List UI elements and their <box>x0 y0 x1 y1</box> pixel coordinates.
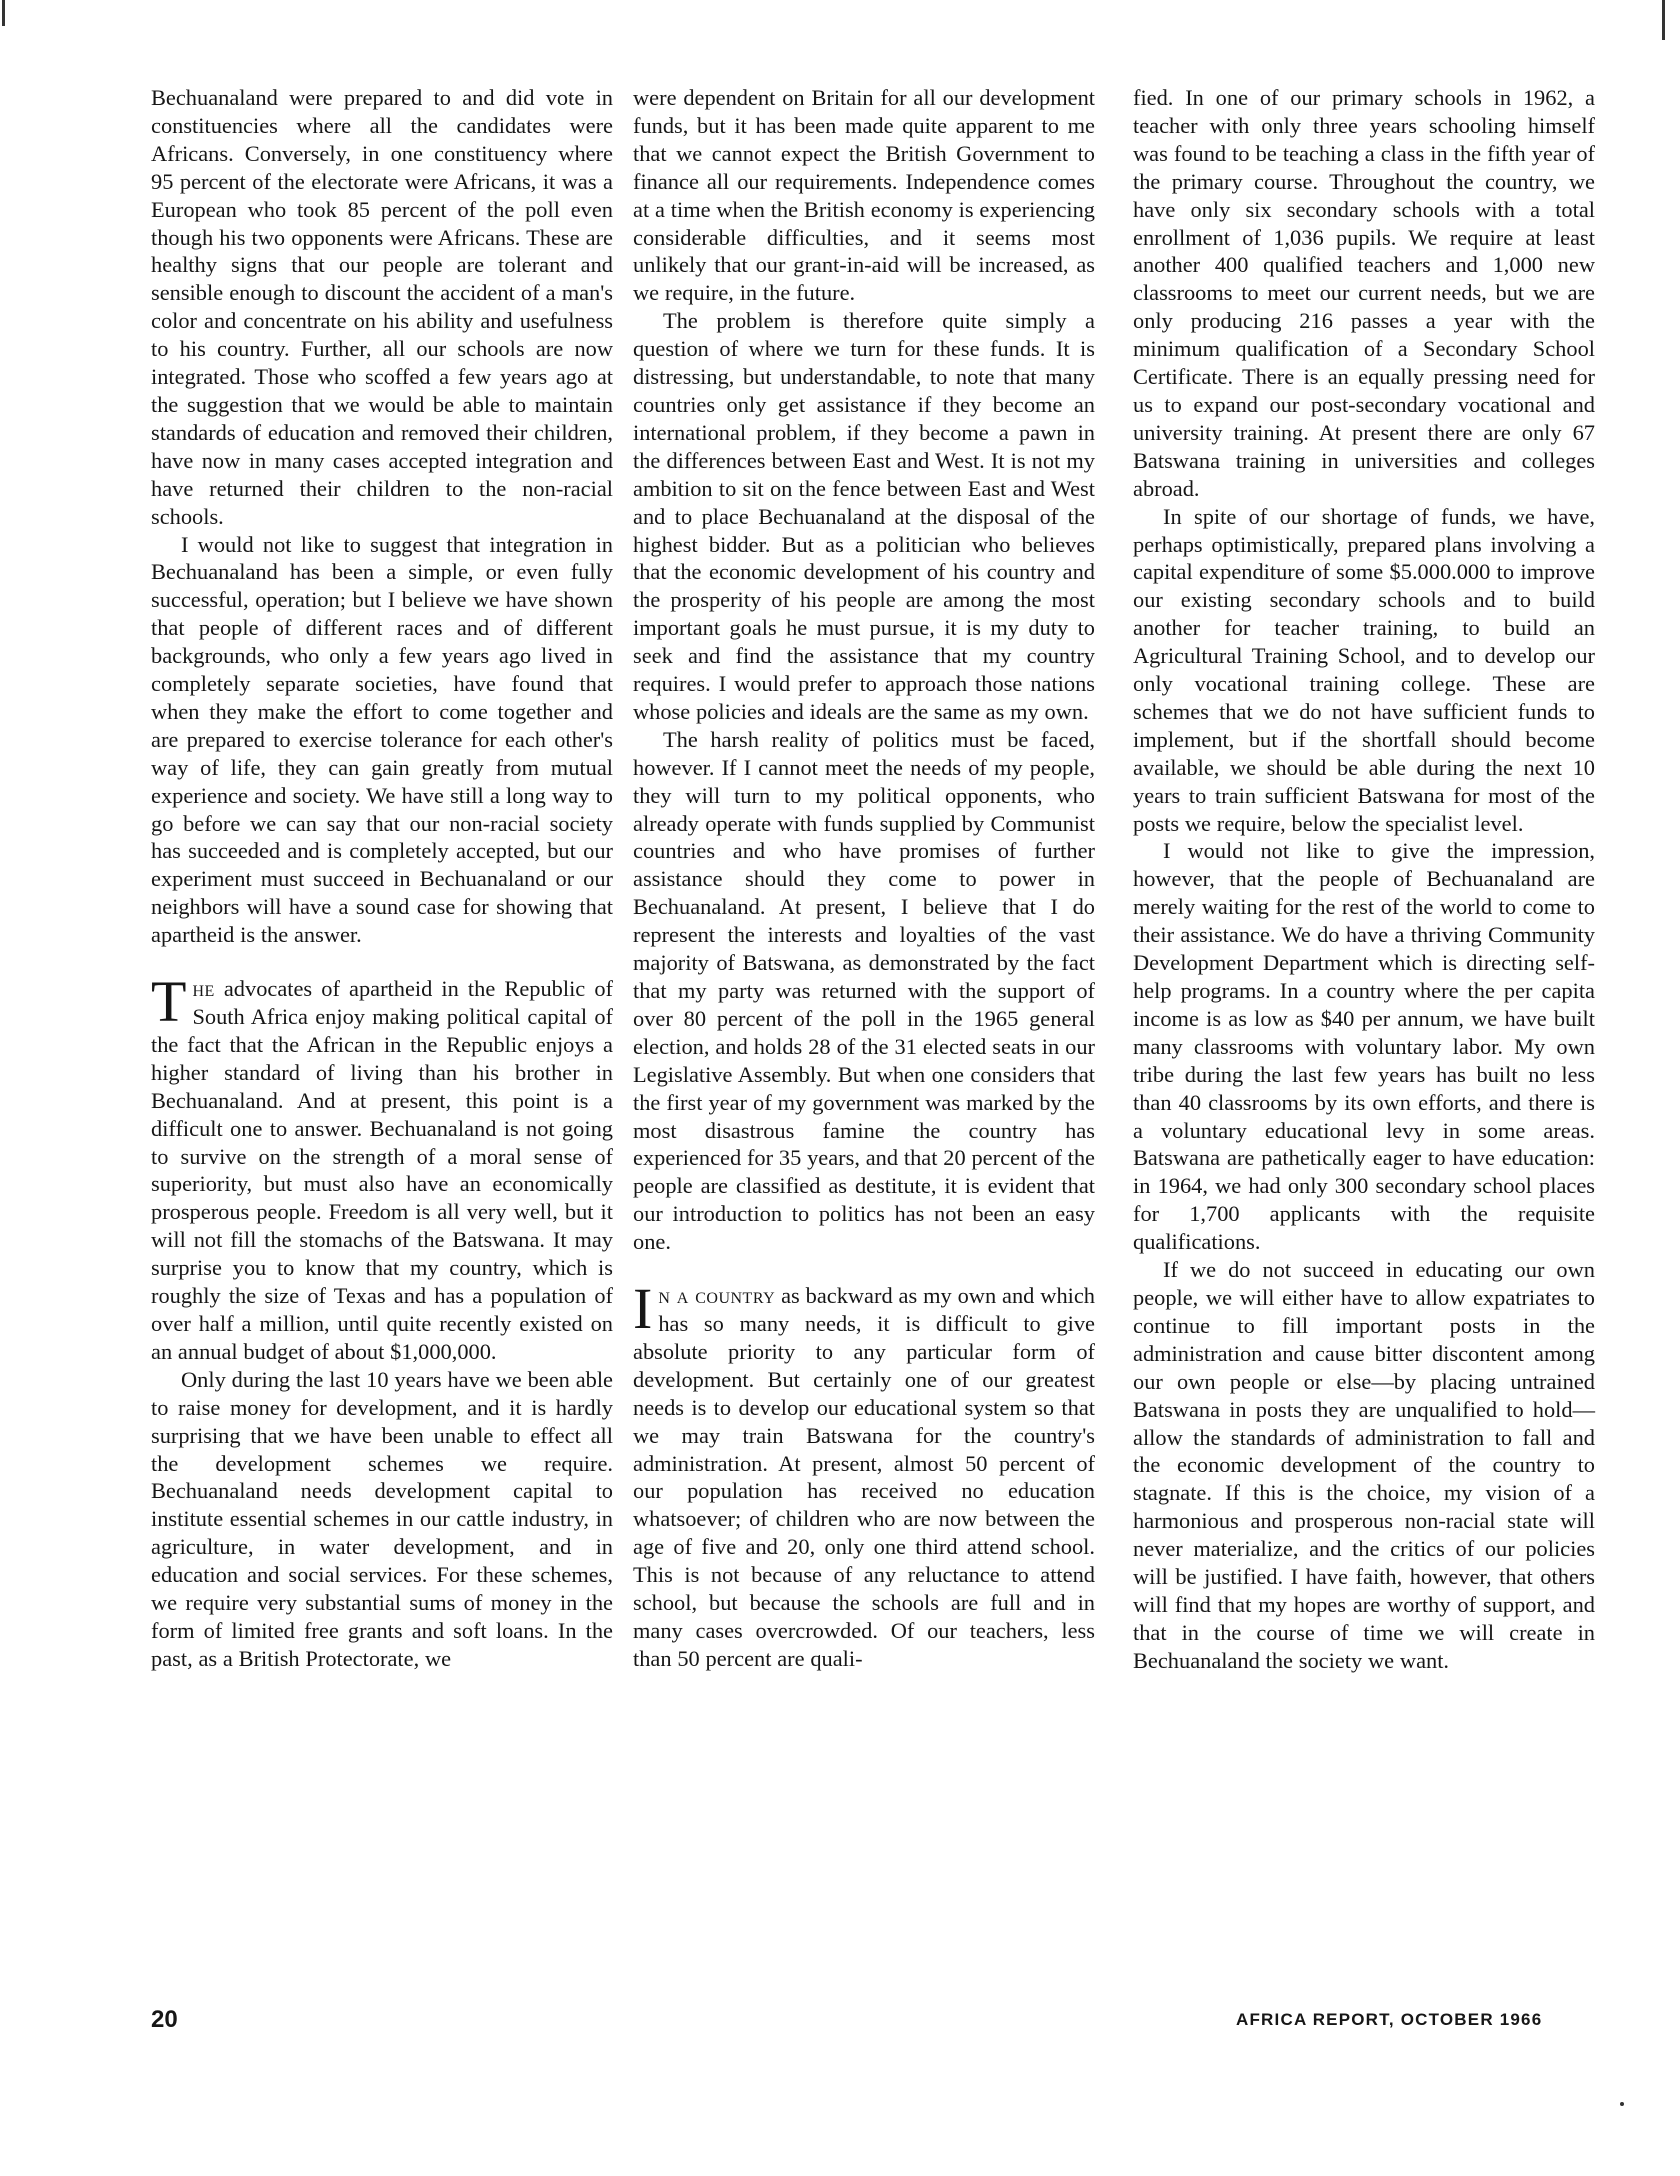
page-number: 20 <box>151 2006 178 2033</box>
paragraph: In spite of our shortage of funds, we have, perhaps optimistically, prepared plans involving a capital expenditure of some $5.000.000 to improve our existing secondary schools and to build another for teacher training, to build an Agricultural Training School, and to develop our only vocational training college. These are schemes that we do not have sufficient funds to implement, but if the shortfall should become available, we should be able during the next 10 years to train sufficient Batswana for most of the posts we require, below the specialist level. <box>1133 503 1595 836</box>
paragraph: If we do not succeed in educating our own people, we will either have to allow expatriates to continue to fill important posts in the administration and cause bitter discontent among our own people or else—by placing untrained Batswana in posts they are unqualified to hold—allow the standards of administration to fall and the economic development of the country to stagnate. If this is the choice, my vision of a harmonious and prosperous non-racial state will never materialize, and the critics of our policies will be justified. I have faith, however, that others will find that my hopes are worthy of support, and that in the course of time we will create in Bechuanaland the society we want. <box>1133 1257 1595 1673</box>
section-paragraph <box>633 1276 1095 1673</box>
paragraph: The harsh reality of politics must be faced, however. If I cannot meet the needs of my people, they will turn to my political opponents, who already operate with funds supplied by Communist countries and who have promises of further assistance should they come to power in Bechuanaland. At present, I believe that I do represent the interests and loyalties of the vast majority of Batswana, as demonstrated by the fact that my party was returned with the support of over 80 percent of the poll in the 1965 general election, and holds 28 of the 31 elected seats in our Legislative Assembly. But when one considers that the first year of my government was marked by the most disastrous famine the country has experienced for 35 years, and that 20 percent of the people are classified as destitute, it is evident that our introduction to politics has not been an easy one. <box>633 726 1095 1255</box>
paragraph: The problem is therefore quite simply a question of where we turn for these funds. It is distressing, but understandable, to note that many countries only get assistance if they become an international problem, if they become a pawn in the differences between East and West. It is not my ambition to sit on the fence between East and West and to place Bechuanaland at the disposal of the highest bidder. But as a politician who believes that the economic development of his country and the prosperity of his people are among the most important goals he must pursue, it is my duty to seek and find the assistance that my country requires. I would prefer to approach those nations whose policies and ideals are the same as my own. <box>633 308 1095 724</box>
running-footer: AFRICA REPORT, OCTOBER 1966 <box>1236 2010 1543 2029</box>
paragraph-text: as backward as my own and which has so many needs, it is difficult to give absolute priority to any particular form of development. But certainly one of our greatest needs is to develop our educational system so that we may train Batswana for the country's administration. At present, almost 50 percent of our population has received no education whatsoever; of children who are now between the age of five and 20, only one third attend school. This is not because of any reluctance to attend school, but because the schools are full and in many cases overcrowded. Of our teachers, less than 50 percent are quali- <box>633 1283 1095 1671</box>
drop-cap: I <box>633 1276 653 1342</box>
scan-edge-mark <box>2 0 5 26</box>
paragraph-text: advocates of apartheid in the Republic of South Africa enjoy making political capital of the fact that the African in the Republic enjoys a higher standard of living than his brother in Bechuanaland. And at present, this point is a difficult one to answer. Bechuanaland is not going to survive on the strength of a moral sense of superiority, but must also have an economically prosperous people. Freedom is all very well, but it will not fill the stomachs of the Batswana. It may surprise you to know that my country, which is roughly the size of Texas and has a population of over half a million, until quite recently existed on an annual budget of about $1,000,000. <box>151 976 613 1364</box>
article-column-1 <box>151 84 613 1673</box>
article-column-2 <box>633 84 1095 1673</box>
paragraph: I would not like to suggest that integration in Bechuanaland has been a simple, or even fully successful, operation; but I believe we have shown that people of different races and of different backgrounds, who only a few years ago lived in completely separate societies, have found that when they make the effort to come together and are prepared to exercise tolerance for each other's way of life, they can gain greatly from mutual experience and society. We have still a long way to go before we can say that our non-racial society has succeeded and is completely accepted, but our experiment must succeed in Bechuanaland or our neighbors will have a sound case for showing that apartheid is the answer. <box>151 531 613 948</box>
scan-edge-mark <box>1620 2102 1624 2106</box>
lead-in-smallcaps: he <box>192 976 215 1002</box>
paragraph: Bechuanaland were prepared to and did vote in constituencies where all the candidates were Africans. Conversely, in one constituency where 95 percent of the electorate were Africans, it was a European who took 85 percent of the poll even though his two opponents were Africans. These are healthy signs that our people are tolerant and sensible enough to discount the accident of a man's color and concentrate on his ability and usefulness to his country. Further, all our schools are now integrated. Those who scoffed a few years ago at the suggestion that we would be able to maintain standards of education and removed their children, have now in many cases accepted integration and have returned their children to the non-racial schools. <box>151 85 613 529</box>
lead-in-smallcaps: n a country <box>658 1283 776 1309</box>
paragraph: were dependent on Britain for all our development funds, but it has been made quite apparent to me that we cannot expect the British Government to finance all our requirements. Independence comes at a time when the British economy is experiencing considerable difficulties, and it seems most unlikely that our grant-in-aid will be increased, as we require, in the future. <box>633 85 1095 306</box>
scan-edge-mark <box>1662 0 1665 40</box>
paragraph: I would not like to give the impression, however, that the people of Bechuanaland are merely waiting for the rest of the world to come to their assistance. We do have a thriving Community Development Department which is directing self-help programs. In a country where the per capita income is as low as $40 per annum, we have built many classrooms with voluntary labor. My own tribe during the last few years has built no less than 40 classrooms by its own efforts, and there is a voluntary educational levy in some areas. Batswana are pathetically eager to have education: in 1964, we had only 300 secondary school places for 1,700 applicants with the requisite qualifications. <box>1133 838 1595 1255</box>
paragraph: fied. In one of our primary schools in 1962, a teacher with only three years schooling himself was found to be teaching a class in the fifth year of the primary course. Throughout the country, we have only six secondary schools with a total enrollment of 1,036 pupils. We require at least another 400 qualified teachers and 1,000 new classrooms to meet our current needs, but we are only producing 216 passes a year with the minimum qualification of a Secondary School Certificate. There is an equally pressing need for us to expand our post-secondary vocational and university training. At present there are only 67 Batswana training in universities and colleges abroad. <box>1133 85 1595 501</box>
paragraph: Only during the last 10 years have we been able to raise money for development, and it is hardly surprising that we have been unable to effect all the development schemes we require. Bechuanaland needs development capital to institute essential schemes in our cattle industry, in agriculture, in water development, and in education and social services. For these schemes, we require very substantial sums of money in the form of limited free grants and soft loans. In the past, as a British Protectorate, we <box>151 1366 613 1671</box>
drop-cap: T <box>151 969 187 1035</box>
section-paragraph <box>151 969 613 1366</box>
article-column-3 <box>1133 84 1595 1675</box>
